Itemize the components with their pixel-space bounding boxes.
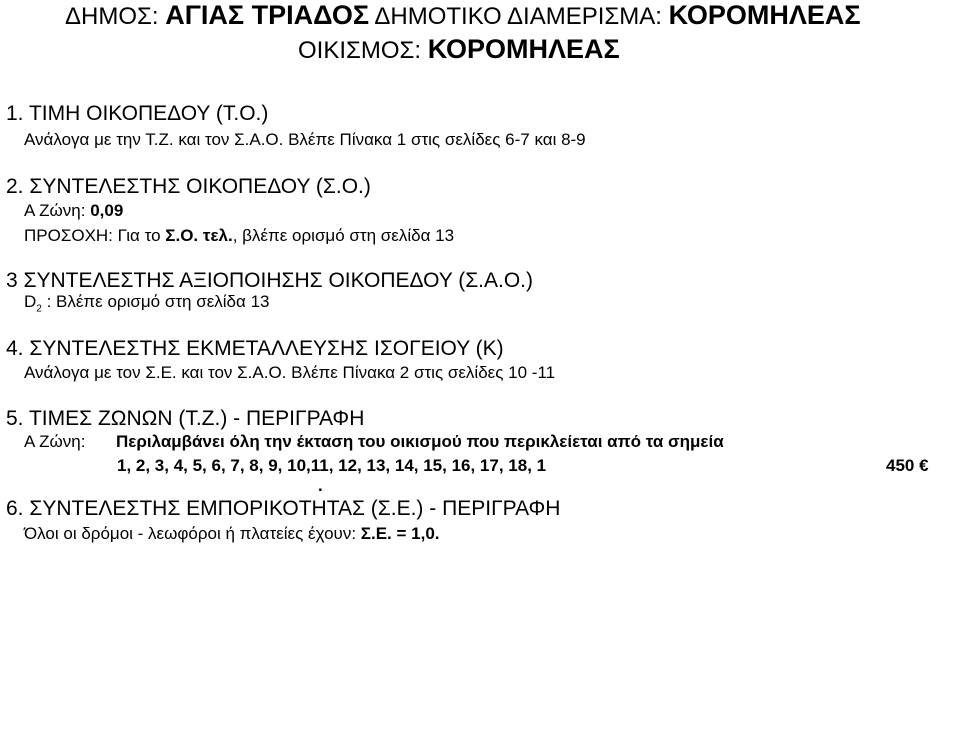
section-4-title: 4. ΣΥΝΤΕΛΕΣΤΗΣ ΕΚΜΕΤΑΛΛΕΥΣΗΣ ΙΣΟΓΕΙΟΥ (Κ) [6, 337, 504, 360]
section-2-zone [24, 202, 123, 219]
section-3-title: 3 ΣΥΝΤΕΛΕΣΤΗΣ ΑΞΙΟΠΟΙΗΣΗΣ ΟΙΚΟΠΕΔΟΥ (Σ.Α.Ο.) [6, 269, 534, 292]
note-text-2: , βλέπε ορισμό στη σελίδα 13 [232, 226, 455, 245]
district-label: ΔΗΜΟΤΙΚΟ ΔΙΑΜΕΡΙΣΜΑ: [369, 3, 669, 30]
municipality-label: ΔΗΜΟΣ: [65, 3, 166, 30]
settlement-label: ΟΙΚΙΣΜΟΣ: [298, 37, 428, 64]
zone-label: Α Ζώνη: [24, 201, 91, 220]
note-label: ΠΡΟΣΟΧΗ: [24, 226, 118, 245]
zone-value: 0,09 [90, 201, 124, 220]
section-5-price [886, 457, 929, 474]
section-5-zone-label: Α Ζώνη: [24, 432, 86, 451]
section-2-title: 2. ΣΥΝΤΕΛΕΣΤΗΣ ΟΙΚΟΠΕΔΟΥ (Σ.Ο.) [6, 175, 371, 198]
header-line-1 [65, 2, 861, 29]
d-symbol: D [24, 292, 37, 311]
section-6-description: Όλοι οι δρόμοι - λεωφόροι ή πλατείες έχουν: [24, 524, 361, 543]
note-text-1: Για το [117, 226, 166, 245]
section-5-title: 5. ΤΙΜΕΣ ΖΩΝΩΝ (Τ.Ζ.) - ΠΕΡΙΓΡΑΦΗ [6, 407, 365, 430]
section-6-text [24, 525, 440, 542]
section-1-title: 1. ΤΙΜΗ ΟΙΚΟΠΕΔΟΥ (Τ.Ο.) [6, 102, 269, 125]
section-4-text: Ανάλογα με τον Σ.Ε. και τον Σ.Α.Ο. Βλέπε Πίνακα 2 στις σελίδες 10 -11 [24, 363, 556, 382]
section-6-title: 6. ΣΥΝΤΕΛΕΣΤΗΣ ΕΜΠΟΡΙΚΟΤΗΤΑΣ (Σ.Ε.) - ΠΕΡΙΓΡΑΦΗ [6, 497, 561, 520]
section-5-description: Περιλαμβάνει όλη την έκταση του οικισμού που περικλείεται από τα σημεία [116, 432, 724, 451]
section-5-dot: . [318, 476, 323, 495]
section-2-note [24, 227, 454, 244]
note-bold: Σ.Ο. τελ. [165, 226, 233, 245]
section-1-text: Ανάλογα με την Τ.Ζ. και τον Σ.Α.Ο. Βλέπε Πίνακα 1 στις σελίδες 6-7 και 8-9 [24, 130, 586, 149]
municipality-name: ΑΓΙΑΣ ΤΡΙΑΔΟΣ [165, 0, 370, 30]
district-name: ΚΟΡΟΜΗΛΕΑΣ [668, 0, 861, 30]
header-line-2 [298, 36, 620, 63]
section-3-description: : Βλέπε ορισμό στη σελίδα 13 [41, 292, 270, 311]
section-3-text [24, 293, 269, 314]
settlement-name: ΚΟΡΟΜΗΛΕΑΣ [427, 34, 620, 64]
price-value: 450 [886, 456, 915, 475]
section-6-value: Σ.Ε. = 1,0. [360, 524, 440, 543]
euro-icon: € [919, 456, 929, 475]
d-subscript: 2 [36, 303, 42, 315]
section-5-points: 1, 2, 3, 4, 5, 6, 7, 8, 9, 10,11, 12, 13, 14, 15, 16, 17, 18, 1 [117, 456, 547, 475]
